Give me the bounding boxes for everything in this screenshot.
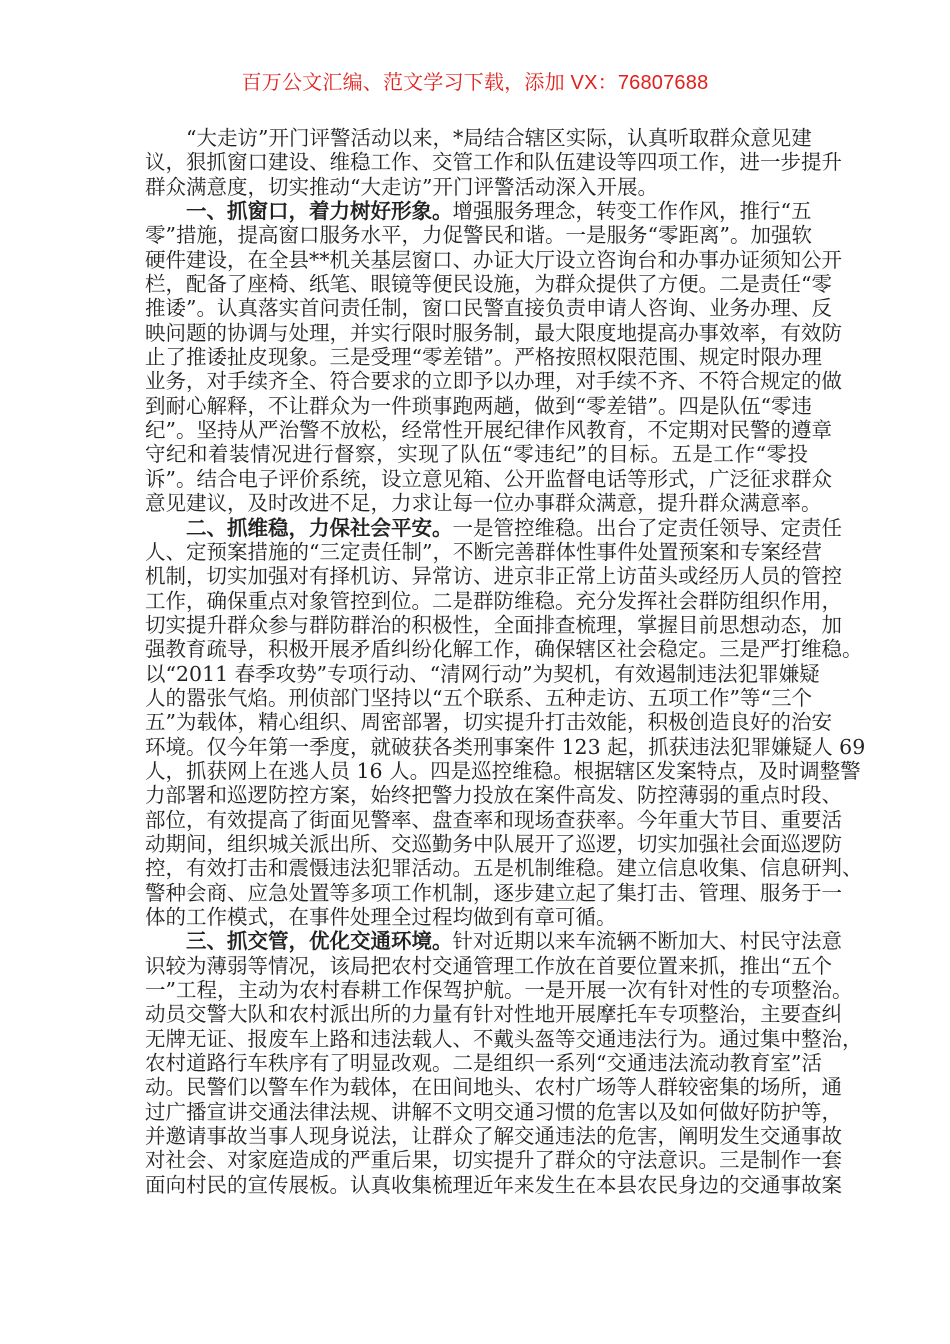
text-line [145,418,832,443]
line-text: 过广播宣讲交通法律法规、讲解不文明交通习惯的危害以及如何做好防护等， [145,1099,842,1124]
text-line [145,345,822,370]
text-line [145,369,842,394]
line-text: 控，有效打击和震慑违法犯罪活动。五是机制维稳。建立信息收集、信息研判、 [145,856,863,881]
line-text: 人，抓获网上在逃人员 16 人。四是巡控维稳。根据辖区发案特点，及时调整警 [145,758,861,783]
line-text: 人、定预案措施的“三定责任制”，不断完善群体性事件处置预案和专案经营 [145,539,822,564]
text-line [145,612,842,637]
line-text: 零”措施，提高窗口服务水平，力促警民和谐。一是服务“零距离”。加强软 [145,223,812,248]
paragraph [145,515,866,930]
line-text: 动员交警大队和农村派出所的力量有针对性地开展摩托车专项整治，主要查纠 [145,1002,842,1027]
line-text: 针对近期以来车流辆不断加大、村民守法意 [452,929,842,954]
line-text: 诉”。结合电子评价系统，设立意见箱、公开监督电话等形式，广泛征求群众 [145,466,832,491]
line-text: 五”为载体，精心组织、周密部署，切实提升打击效能，积极创造良好的治安 [145,710,832,735]
line-text: 并邀请事故当事人现身说法，让群众了解交通违法的危害，阐明发生交通事故 [145,1124,842,1149]
line-text: 切实提升群众参与群防群治的积极性，全面排查梳理，掌握目前思想动态，加 [145,612,842,637]
line-text: 农村道路行车秩序有了明显改观。二是组织一系列“交通违法流动教育室”活 [145,1051,822,1076]
line-text: 部位，有效提高了街面见警率、盘查率和现场查获率。今年重大节目、重要活 [145,807,842,832]
text-line [145,126,812,150]
line-text: 对社会、对家庭造成的严重后果，切实提升了群众的守法意识。三是制作一套 [145,1148,842,1173]
text-line [145,223,812,248]
line-text: 增强服务理念，转变工作作风，推行“五 [452,199,812,224]
text-line [145,831,842,856]
download-banner: 百万公文汇编、范文学习下载，添加 VX：76807688 [241,72,709,94]
text-line [145,150,842,175]
line-text: 业务，对手续齐全、符合要求的立即予以办理，对手续不齐、不符合规定的做 [145,369,842,394]
paragraph [145,929,863,1197]
line-text: 动期间，组织城关派出所、交巡勤务中队展开了巡逻，切实加强社会面巡逻防 [145,831,842,856]
text-line [145,783,842,808]
text-line [145,637,863,662]
text-line [145,807,842,832]
section-heading: 一、抓窗口，着力树好形象。 [186,199,453,224]
line-text: “大走访”开门评警活动以来，*局结合辖区实际，认真听取群众意见建 [186,126,812,150]
text-line [145,247,842,272]
line-text: 硬件建设，在全县**机关基层窗口、办证大厅设立咨询台和办事办证须知公开 [145,247,842,272]
line-text: 守纪和着装情况进行督察，实现了队伍“零违纪”的目标。五是工作“零投 [145,442,808,467]
line-text: 环境。仅今年第一季度，就破获各类刑事案件 123 起，抓获违法犯罪嫌疑人 69 [145,734,866,759]
text-line [145,442,808,466]
line-text: 以“2011 春季攻势”专项行动、“清网行动”为契机，有效遏制违法犯罪嫌疑 [145,661,820,686]
text-line [145,710,832,735]
text-line [145,880,842,905]
line-text: 一”工程，主动为农村春耕工作保驾护航。一是开展一次有针对性的专项整治。 [145,978,853,1003]
text-line [145,199,812,224]
text-line [145,296,832,321]
text-line [145,588,842,613]
text-line [145,758,861,783]
text-line [145,929,842,954]
text-line [145,978,853,1003]
line-text: 一是管控维稳。出台了定责任领导、定责任 [452,515,842,540]
line-text: 栏，配备了座椅、纸笔、眼镜等便民设施，为群众提供了方便。二是责任“零 [145,272,832,297]
text-line [145,564,842,589]
text-line [145,320,842,345]
line-text: 群众满意度，切实推动“大走访”开门评警活动深入开展。 [145,174,658,199]
text-line [145,491,822,516]
text-line [145,539,822,564]
line-text: 到耐心解释，不让群众为一件琐事跑两趟，做到“零差错”。四是队伍“零违 [145,393,812,418]
line-text: 止了推诿扯皮现象。三是受理“零差错”。严格按照权限范围、规定时限办理 [145,345,822,370]
line-text: 警种会商、应急处置等多项工作机制，逐步建立起了集打击、管理、服务于一 [145,880,842,905]
line-text: 工作，确保重点对象管控到位。二是群防维稳。充分发挥社会群防组织作用， [145,588,842,613]
text-line [145,1075,842,1100]
document-body [145,126,866,1197]
line-text: 意见建议，及时改进不足，力求让每一位办事群众满意，提升群众满意率。 [145,491,822,516]
text-line [145,661,820,686]
line-text: 无牌无证、报废车上路和违法载人、不戴头盔等交通违法行为。通过集中整治， [145,1026,863,1051]
line-text: 力部署和巡逻防控方案，始终把警力投放在案件高发、防控薄弱的重点时段、 [145,783,842,808]
text-line [145,734,866,759]
line-text: 纪”。坚持从严治警不放松，经常性开展纪律作风教育，不定期对民警的遵章 [145,418,832,443]
text-line [145,272,832,297]
text-line [145,1026,863,1051]
line-text: 映问题的协调与处理，并实行限时服务制，最大限度地提高办事效率，有效防 [145,320,842,345]
text-line [145,515,842,540]
text-line [145,856,863,881]
line-text: 议，狠抓窗口建设、维稳工作、交管工作和队伍建设等四项工作，进一步提升 [145,150,842,175]
text-line [145,1051,822,1076]
text-line [145,1124,842,1149]
paragraph [145,126,842,199]
text-line [145,953,832,978]
line-text: 推诿”。认真落实首问责任制，窗口民警直接负责申请人咨询、业务办理、反 [145,296,832,321]
line-text: 机制，切实加强对有择机访、异常访、进京非正常上访苗头或经历人员的管控 [145,564,842,589]
line-text: 面向村民的宣传展板。认真收集梳理近年来发生在本县农民身边的交通事故案 [145,1172,842,1197]
text-line [145,1099,842,1124]
paragraph [145,199,842,516]
line-text: 体的工作模式，在事件处理全过程均做到有章可循。 [145,905,617,929]
text-line [145,905,808,929]
text-line [145,466,832,491]
line-text: 人的嚣张气焰。刑侦部门坚持以“五个联系、五种走访、五项工作”等“三个 [145,685,812,710]
line-text: 识较为薄弱等情况，该局把农村交通管理工作放在首要位置来抓，推出“五个 [145,953,832,978]
text-line [145,685,812,710]
section-heading: 三、抓交管，优化交通环境。 [186,929,453,954]
line-text: 动。民警们以警车作为载体，在田间地头、农村广场等人群较密集的场所，通 [145,1075,842,1100]
text-line [145,1148,842,1173]
line-text: 强教育疏导，积极开展矛盾纠纷化解工作，确保辖区社会稳定。三是严打维稳。 [145,637,863,662]
text-line [145,393,812,418]
text-line [145,1172,842,1197]
text-line [145,175,808,199]
section-heading: 二、抓维稳，力保社会平安。 [186,515,453,540]
text-line [145,1002,842,1027]
